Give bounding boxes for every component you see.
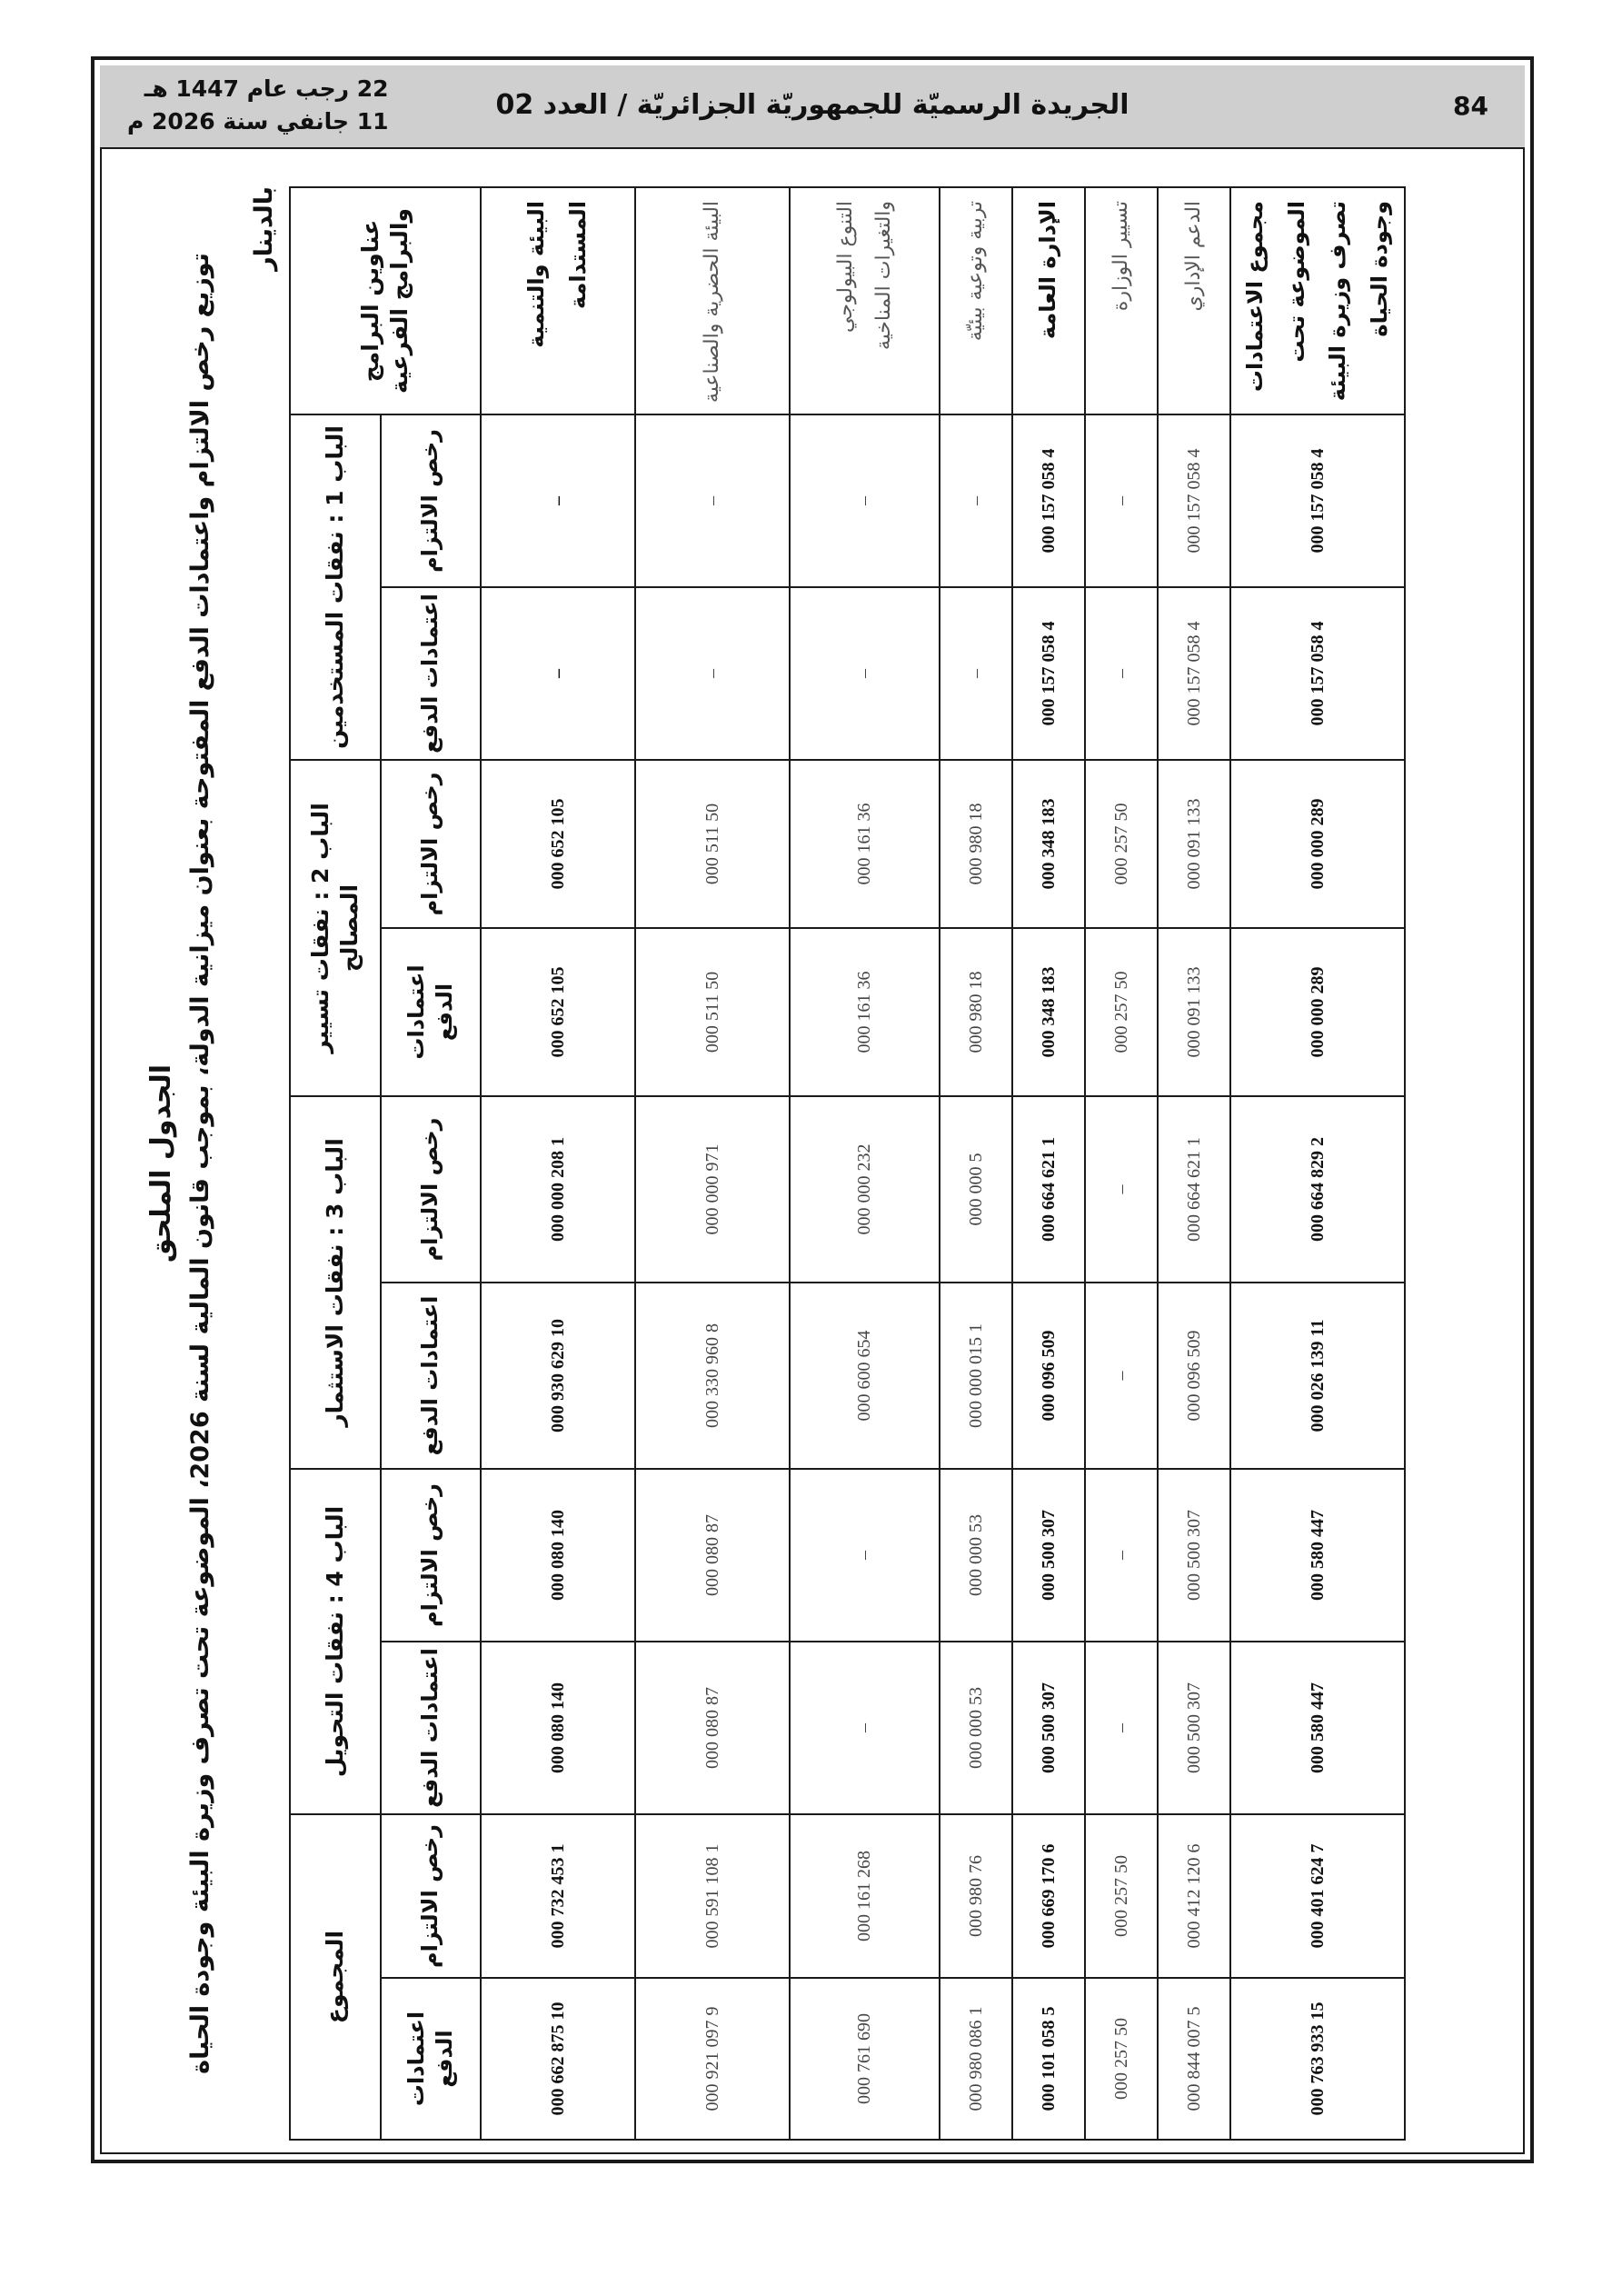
amount-cell: –	[635, 587, 790, 760]
amount-cell: 18 980 000	[940, 760, 1012, 928]
table-row	[940, 187, 1012, 2140]
date-hijri: 22 رجب عام 1447 هـ	[144, 75, 389, 102]
page-header	[100, 65, 1525, 149]
amount-cell: 307 500 000	[1158, 1469, 1230, 1642]
program-label: التنوع البيولوجي والتغيرات المناخية	[790, 187, 940, 414]
col-cp: اعتمادات الدفع	[381, 1978, 481, 2140]
amount-cell: 50 511 000	[635, 928, 790, 1096]
table-row	[1085, 187, 1158, 2140]
amount-cell: 4 058 157 000	[1158, 414, 1230, 587]
col-ae: رخص الالتزام	[381, 1096, 481, 1283]
amount-cell: –	[940, 587, 1012, 760]
amount-cell: –	[481, 414, 635, 587]
program-label: البيئة والتنمية المستدامة	[481, 187, 635, 414]
amount-cell: 690 761 000	[790, 1978, 940, 2140]
amount-cell: 4 058 157 000	[1230, 414, 1405, 587]
amount-cell: 307 500 000	[1012, 1642, 1085, 1814]
amount-cell: 7 624 401 000	[1230, 1814, 1405, 1978]
amount-cell: –	[790, 414, 940, 587]
amount-cell: 50 257 000	[1085, 1814, 1158, 1978]
amount-cell: 105 652 000	[481, 928, 635, 1096]
table-row	[790, 187, 940, 2140]
amount-cell: 133 091 000	[1158, 928, 1230, 1096]
program-label: تسيير الوزارة	[1085, 187, 1158, 414]
amount-cell: 183 348 000	[1012, 760, 1085, 928]
col-chapter-2: الباب 2 : نفقات تسيير المصالح	[290, 760, 381, 1096]
amount-cell: –	[1085, 1469, 1158, 1642]
amount-cell: 1 208 000 000	[481, 1096, 635, 1283]
col-chapter-1: الباب 1 : نفقات المستخدمين	[290, 414, 381, 760]
amount-cell: 10 875 662 000	[481, 1978, 635, 2140]
amount-cell: 447 580 000	[1230, 1469, 1405, 1642]
amount-cell: –	[940, 414, 1012, 587]
amount-cell: –	[790, 1469, 940, 1642]
table-row	[1230, 187, 1405, 2140]
amount-cell: 87 080 000	[635, 1469, 790, 1642]
col-cp: اعتمادات الدفع	[381, 587, 481, 760]
amount-cell: 307 500 000	[1158, 1642, 1230, 1814]
amount-cell: –	[1085, 1283, 1158, 1469]
program-label: مجموع الاعتمادات الموضوعة تحت تصرف وزيرة البيئة وجودة الحياة	[1230, 187, 1405, 414]
amount-cell: 509 096 000	[1158, 1283, 1230, 1469]
amount-cell: –	[790, 1642, 940, 1814]
amount-cell: 5 058 101 000	[1012, 1978, 1085, 2140]
amount-cell: 1 086 980 000	[940, 1978, 1012, 2140]
amount-cell: 971 000 000	[635, 1096, 790, 1283]
amount-cell: 50 257 000	[1085, 760, 1158, 928]
amount-cell: 50 257 000	[1085, 928, 1158, 1096]
col-total: المجموع	[290, 1814, 381, 2140]
amount-cell: 1 621 664 000	[1158, 1096, 1230, 1283]
table-row	[1012, 187, 1085, 2140]
gazette-title: الجريدة الرسميّة للجمهوريّة الجزائريّة / العدد 02	[495, 89, 1129, 121]
col-ae: رخص الالتزام	[381, 760, 481, 928]
amount-cell: 8 960 330 000	[635, 1283, 790, 1469]
amount-cell: 1 453 732 000	[481, 1814, 635, 1978]
col-cp: اعتمادات الدفع	[381, 1642, 481, 1814]
amount-cell: 232 000 000	[790, 1096, 940, 1283]
amount-cell: 140 080 000	[481, 1642, 635, 1814]
amount-cell: 36 161 000	[790, 760, 940, 928]
amount-cell: 654 600 000	[790, 1283, 940, 1469]
amount-cell: 11 139 026 000	[1230, 1283, 1405, 1469]
amount-cell: 6 170 669 000	[1012, 1814, 1085, 1978]
amount-cell: 10 629 930 000	[481, 1283, 635, 1469]
amount-cell: 307 500 000	[1012, 1469, 1085, 1642]
amount-cell: 140 080 000	[481, 1469, 635, 1642]
col-ae: رخص الالتزام	[381, 414, 481, 587]
amount-cell: 36 161 000	[790, 928, 940, 1096]
amount-cell: 2 829 664 000	[1230, 1096, 1405, 1283]
credits-table	[289, 186, 1406, 2141]
amount-cell: 1 108 591 000	[635, 1814, 790, 1978]
amount-cell: 1 015 000 000	[940, 1283, 1012, 1469]
amount-cell: 15 933 763 000	[1230, 1978, 1405, 2140]
page-number: 84	[1453, 91, 1488, 121]
amount-cell: 4 058 157 000	[1012, 414, 1085, 587]
col-cp: اعتمادات الدفع	[381, 928, 481, 1096]
table-row	[481, 187, 635, 2140]
amount-cell: –	[1085, 1096, 1158, 1283]
amount-cell: 50 511 000	[635, 760, 790, 928]
table-row	[635, 187, 790, 2140]
col-programs: عناوين البرامج والبرامج الفرعية	[290, 187, 481, 414]
col-ae: رخص الالتزام	[381, 1469, 481, 1642]
annex-subtitle: توزيع رخص الالتزام واعتمادات الدفع المفتوحة بعنوان ميزانية الدولة، بموجب قانون المالية لسنة 2026، الموضوعة تحت تصرف وزيرة البيئة وجودة الحياة	[186, 253, 214, 2074]
amount-cell: 87 080 000	[635, 1642, 790, 1814]
program-label: الإدارة العامة	[1012, 187, 1085, 414]
amount-cell: –	[635, 414, 790, 587]
amount-cell: 50 257 000	[1085, 1978, 1158, 2140]
col-chapter-3: الباب 3 : نفقات الاستثمار	[290, 1096, 381, 1469]
issue-date	[127, 73, 389, 138]
amount-cell: 9 097 921 000	[635, 1978, 790, 2140]
currency-unit: بالدينار	[250, 186, 278, 271]
amount-cell: –	[1085, 1642, 1158, 1814]
amount-cell: 183 348 000	[1012, 928, 1085, 1096]
amount-cell: 1 621 664 000	[1012, 1096, 1085, 1283]
amount-cell: 76 980 000	[940, 1814, 1012, 1978]
table-row	[1158, 187, 1230, 2140]
annex-title: الجدول الملحق	[145, 1063, 177, 1263]
program-label: الدعم الإداري	[1158, 187, 1230, 414]
amount-cell: 289 000 000	[1230, 928, 1405, 1096]
amount-cell: –	[790, 587, 940, 760]
amount-cell: 6 120 412 000	[1158, 1814, 1230, 1978]
amount-cell: –	[1085, 414, 1158, 587]
amount-cell: 133 091 000	[1158, 760, 1230, 928]
amount-cell: 5 000 000	[940, 1096, 1012, 1283]
amount-cell: 53 000 000	[940, 1469, 1012, 1642]
amount-cell: 18 980 000	[940, 928, 1012, 1096]
amount-cell: –	[481, 587, 635, 760]
amount-cell: –	[1085, 587, 1158, 760]
amount-cell: 289 000 000	[1230, 760, 1405, 928]
amount-cell: 509 096 000	[1012, 1283, 1085, 1469]
amount-cell: 4 058 157 000	[1158, 587, 1230, 760]
program-label: البيئة الحضرية والصناعية	[635, 187, 790, 414]
col-cp: اعتمادات الدفع	[381, 1283, 481, 1469]
col-chapter-4: الباب 4 : نفقات التحويل	[290, 1469, 381, 1814]
amount-cell: 53 000 000	[940, 1642, 1012, 1814]
amount-cell: 268 161 000	[790, 1814, 940, 1978]
amount-cell: 4 058 157 000	[1230, 587, 1405, 760]
rotated-annex-table	[145, 186, 1527, 2141]
col-ae: رخص الالتزام	[381, 1814, 481, 1978]
amount-cell: 105 652 000	[481, 760, 635, 928]
amount-cell: 5 007 844 000	[1158, 1978, 1230, 2140]
program-label: تربية وتوعية بيئيّة	[940, 187, 1012, 414]
table-body	[481, 187, 1405, 2140]
date-gregorian: 11 جانفي سنة 2026 م	[127, 108, 389, 135]
amount-cell: 447 580 000	[1230, 1642, 1405, 1814]
amount-cell: 4 058 157 000	[1012, 587, 1085, 760]
table-caption	[145, 186, 214, 2141]
